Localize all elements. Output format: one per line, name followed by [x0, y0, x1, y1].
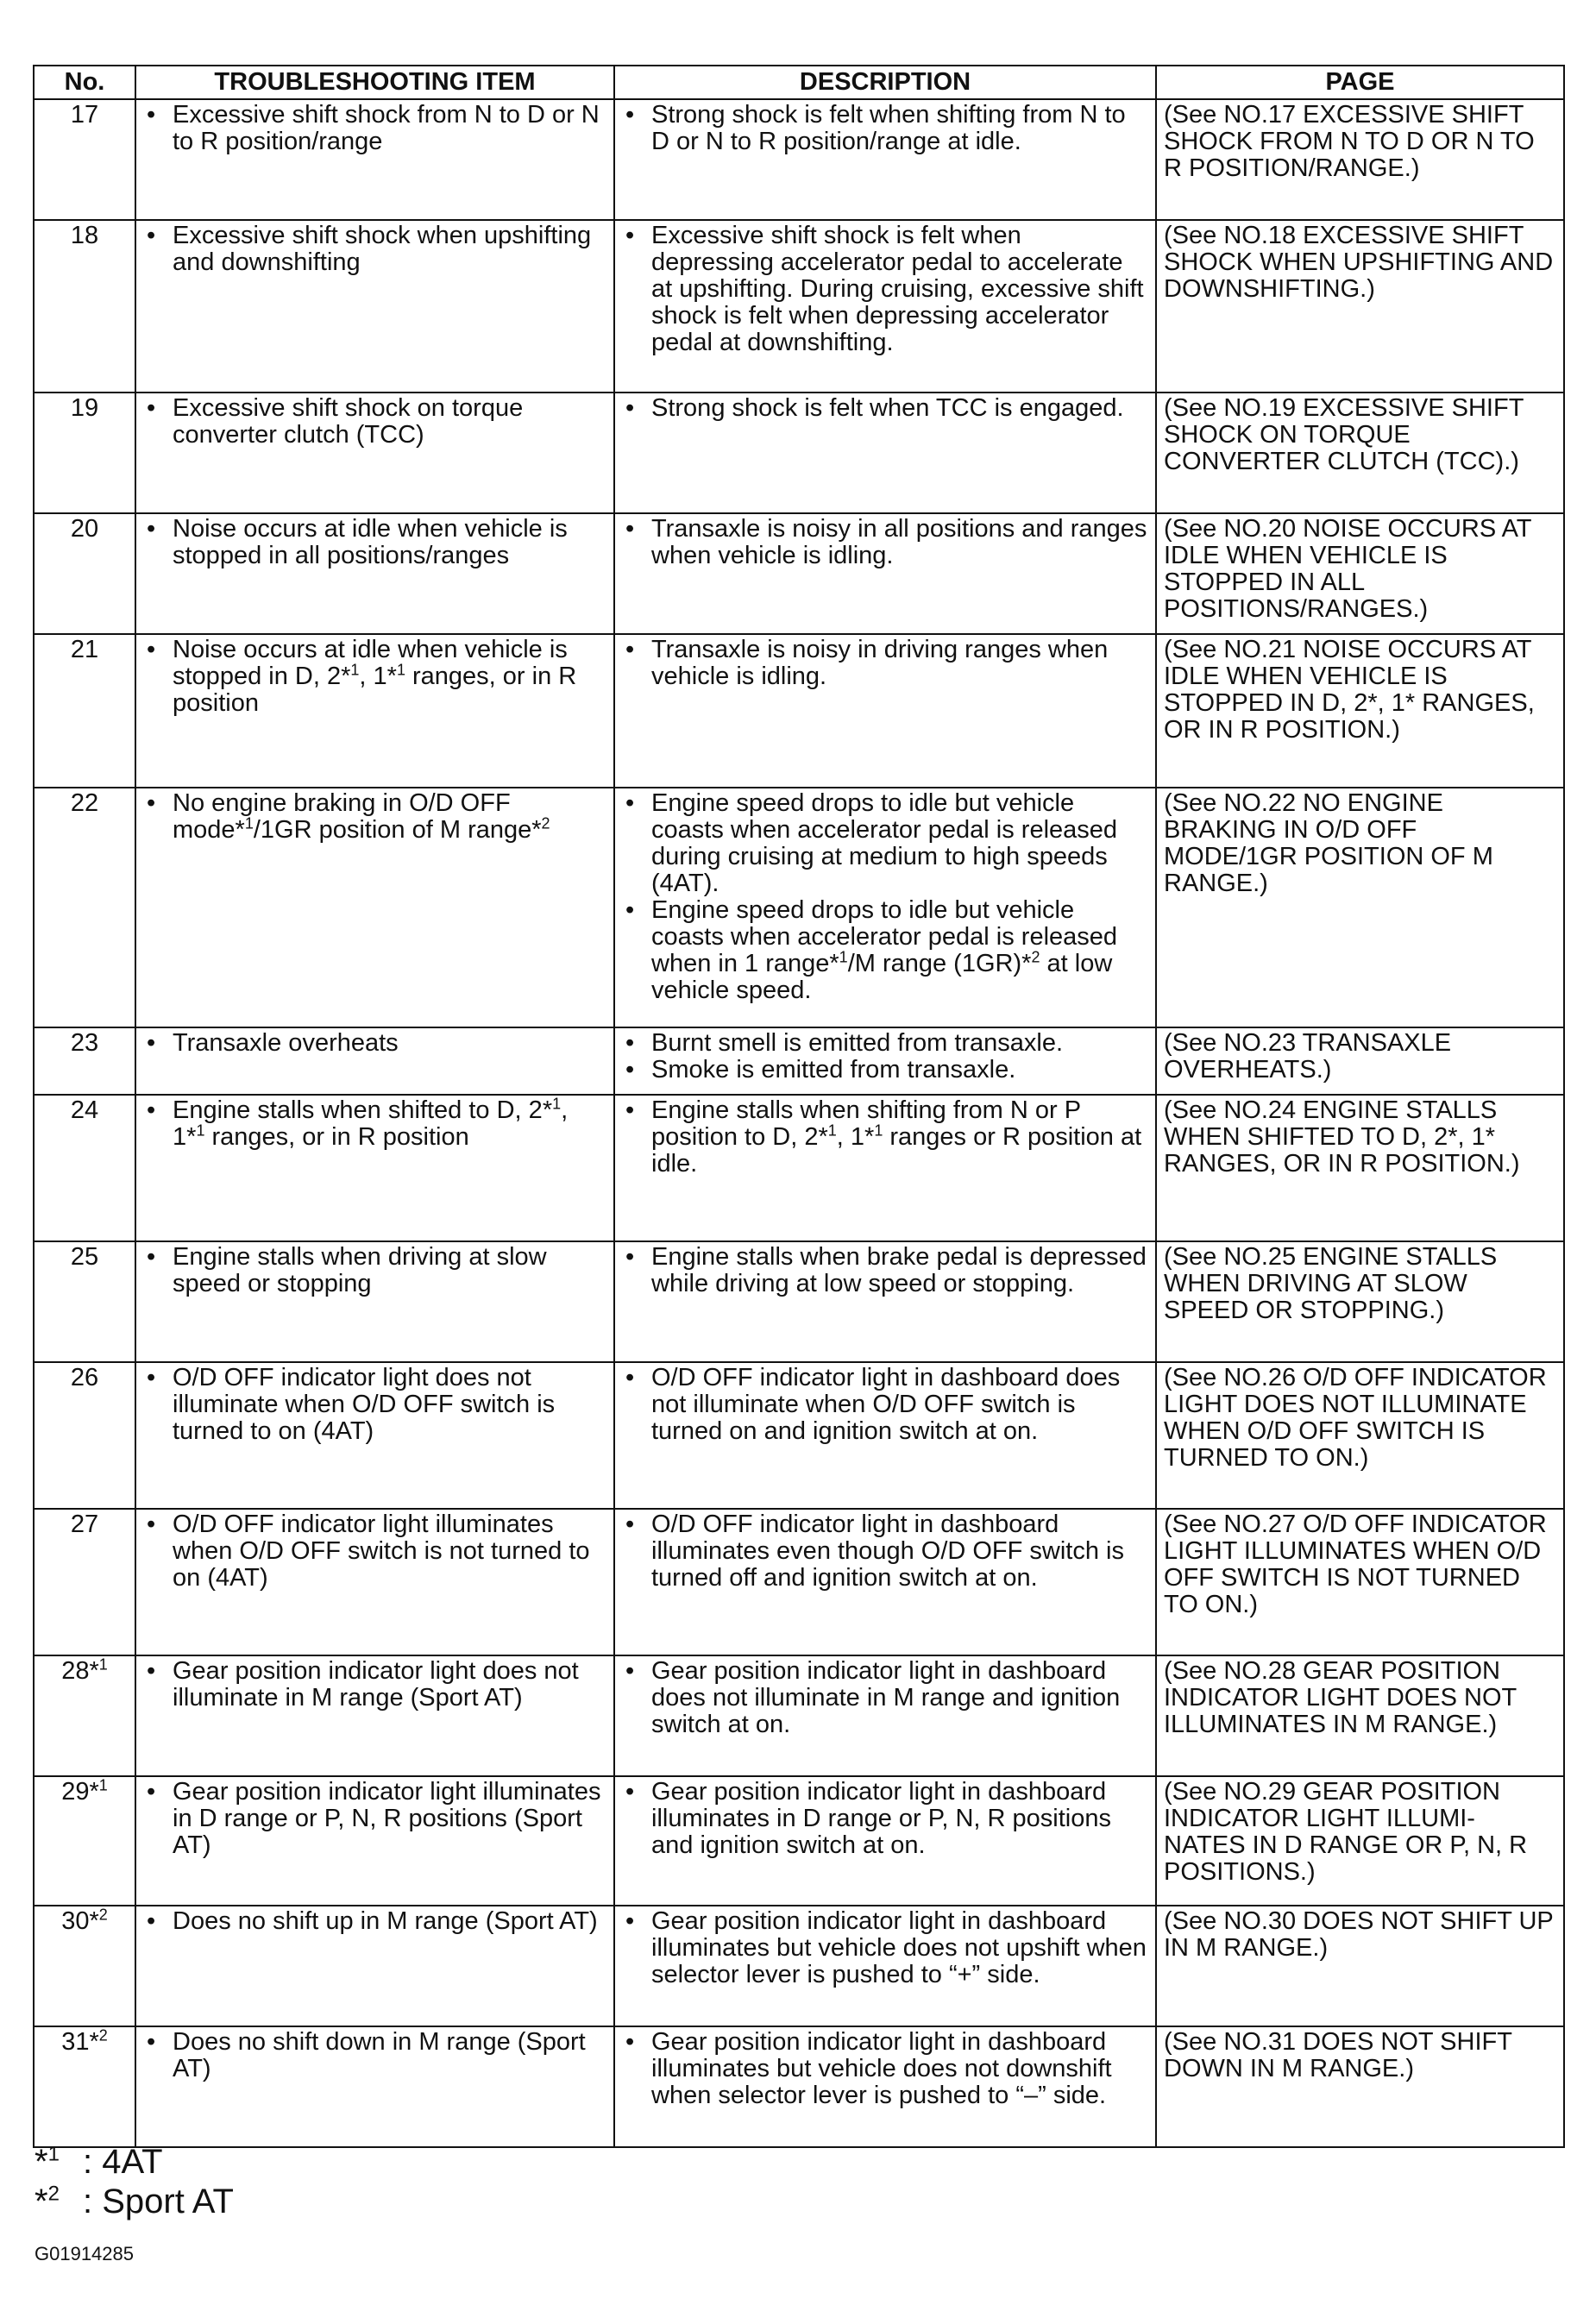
cell-page-reference: (See NO.19 EXCESSIVE SHIFT SHOCK ON TORQUE CONVERTER CLUTCH (TCC).) — [1156, 393, 1564, 513]
item-text: • O/D OFF indicator light does not illuminate when O/D OFF switch is turned to on (4AT) — [173, 1365, 606, 1445]
item-text: • No engine braking in O/D OFF mode*$^1$/1GR position of M range*$^2$ — [173, 790, 606, 844]
item-text: • Noise occurs at idle when vehicle is stopped in all positions/ranges — [173, 516, 606, 569]
table-row — [34, 220, 1564, 393]
table-row — [34, 634, 1564, 788]
footnote-mark: *$^1$ — [35, 2142, 60, 2181]
cell-description — [614, 634, 1156, 788]
description-text: • Excessive shift shock is felt when depressing accelerator pedal to accelerate at upshifting. During cruising, excessive shift shock is felt when depressing accelerator pedal at downshifting. — [651, 223, 1148, 356]
description-text: • Gear position indicator light in dashboard illuminates in D range or P, N, R positions and ignition switch at on. — [651, 1779, 1148, 1859]
cell-description — [614, 1906, 1156, 2026]
table-row — [34, 513, 1564, 634]
table-row — [34, 2026, 1564, 2147]
cell-troubleshooting-item — [135, 1095, 614, 1241]
cell-description — [614, 1776, 1156, 1906]
cell-no: 18 — [34, 220, 135, 393]
cell-description — [614, 220, 1156, 393]
cell-description — [614, 788, 1156, 1027]
header-description: DESCRIPTION — [614, 66, 1156, 99]
footnote-text: : 4AT — [83, 2143, 163, 2181]
cell-no: 29*$^1$ — [34, 1776, 135, 1906]
cell-description — [614, 2026, 1156, 2147]
table-row — [34, 1776, 1564, 1906]
description-text: • Engine speed drops to idle but vehicle coasts when accelerator pedal is released when in 1 range*$^1$/M range (1GR)*$^2$ at low vehicle speed. — [651, 897, 1148, 1004]
footnote-2 — [35, 2183, 234, 2220]
item-text: • Noise occurs at idle when vehicle is stopped in D, 2*$^1$, 1*$^1$ ranges, or in R position — [173, 637, 606, 717]
header-row — [34, 66, 1564, 99]
cell-page-reference: (See NO.30 DOES NOT SHIFT UP IN M RANGE.) — [1156, 1906, 1564, 2026]
cell-troubleshooting-item — [135, 1906, 614, 2026]
footnote-1 — [35, 2143, 163, 2181]
description-text: • Strong shock is felt when shifting from N to D or N to R position/range at idle. — [651, 102, 1148, 155]
description-text: • Transaxle is noisy in driving ranges when vehicle is idling. — [651, 637, 1148, 690]
table-row — [34, 1241, 1564, 1362]
item-text: • Engine stalls when shifted to D, 2*$^1$, 1*$^1$ ranges, or in R position — [173, 1097, 606, 1151]
cell-no: 22 — [34, 788, 135, 1027]
description-text: • Smoke is emitted from transaxle. — [651, 1057, 1148, 1083]
header-no: No. — [34, 66, 135, 99]
cell-page-reference: (See NO.22 NO ENGINE BRAKING IN O/D OFF MODE/1GR POSITION OF M RANGE.) — [1156, 788, 1564, 1027]
description-text: • Burnt smell is emitted from transaxle. — [651, 1030, 1148, 1057]
table-row — [34, 788, 1564, 1027]
table-row — [34, 99, 1564, 220]
cell-page-reference: (See NO.17 EXCESSIVE SHIFT SHOCK FROM N TO D OR N TO R POSITION/RANGE.) — [1156, 99, 1564, 220]
cell-no: 23 — [34, 1027, 135, 1095]
cell-no: 27 — [34, 1509, 135, 1655]
cell-page-reference: (See NO.20 NOISE OCCURS AT IDLE WHEN VEHICLE IS STOPPED IN ALL POSITIONS/RANGES.) — [1156, 513, 1564, 634]
cell-troubleshooting-item — [135, 634, 614, 788]
item-text: • O/D OFF indicator light illuminates when O/D OFF switch is not turned to on (4AT) — [173, 1511, 606, 1592]
table-row — [34, 1095, 1564, 1241]
cell-no: 26 — [34, 1362, 135, 1509]
cell-page-reference: (See NO.25 ENGINE STALLS WHEN DRIVING AT SLOW SPEED OR STOPPING.) — [1156, 1241, 1564, 1362]
description-text: • Engine stalls when shifting from N or P position to D, 2*$^1$, 1*$^1$ ranges or R position at idle. — [651, 1097, 1148, 1178]
description-text: • Transaxle is noisy in all positions and ranges when vehicle is idling. — [651, 516, 1148, 569]
cell-troubleshooting-item — [135, 1655, 614, 1776]
cell-page-reference: (See NO.29 GEAR POSITION INDICATOR LIGHT ILLUMI- NATES IN D RANGE OR P, N, R POSITIONS.) — [1156, 1776, 1564, 1906]
description-text: • Gear position indicator light in dashboard illuminates but vehicle does not downshift when selector lever is pushed to “–” side. — [651, 2029, 1148, 2109]
cell-description — [614, 1509, 1156, 1655]
item-text: • Excessive shift shock from N to D or N to R position/range — [173, 102, 606, 155]
cell-description — [614, 1362, 1156, 1509]
cell-no: 17 — [34, 99, 135, 220]
cell-page-reference: (See NO.31 DOES NOT SHIFT DOWN IN M RANGE.) — [1156, 2026, 1564, 2147]
cell-description — [614, 513, 1156, 634]
table-row — [34, 1027, 1564, 1095]
table-row — [34, 393, 1564, 513]
cell-no: 31*$^2$ — [34, 2026, 135, 2147]
cell-no: 20 — [34, 513, 135, 634]
cell-no: 24 — [34, 1095, 135, 1241]
item-text: • Excessive shift shock on torque converter clutch (TCC) — [173, 395, 606, 449]
cell-description — [614, 1095, 1156, 1241]
cell-page-reference: (See NO.27 O/D OFF INDICATOR LIGHT ILLUMINATES WHEN O/D OFF SWITCH IS NOT TURNED TO ON.) — [1156, 1509, 1564, 1655]
cell-troubleshooting-item — [135, 1362, 614, 1509]
footnote-text: : Sport AT — [83, 2183, 234, 2220]
cell-troubleshooting-item — [135, 220, 614, 393]
item-text: • Engine stalls when driving at slow speed or stopping — [173, 1244, 606, 1297]
header-troubleshooting-item: TROUBLESHOOTING ITEM — [135, 66, 614, 99]
description-text: • Strong shock is felt when TCC is engaged. — [651, 395, 1148, 422]
cell-no: 25 — [34, 1241, 135, 1362]
cell-no: 21 — [34, 634, 135, 788]
cell-troubleshooting-item — [135, 1027, 614, 1095]
description-text: • O/D OFF indicator light in dashboard does not illuminate when O/D OFF switch is turned on and ignition switch at on. — [651, 1365, 1148, 1445]
cell-no: 28*$^1$ — [34, 1655, 135, 1776]
cell-troubleshooting-item — [135, 1776, 614, 1906]
cell-description — [614, 99, 1156, 220]
table-row — [34, 1906, 1564, 2026]
cell-troubleshooting-item — [135, 99, 614, 220]
item-text: • Does no shift up in M range (Sport AT) — [173, 1908, 606, 1935]
item-text: • Excessive shift shock when upshifting and downshifting — [173, 223, 606, 276]
cell-troubleshooting-item — [135, 513, 614, 634]
item-text: • Transaxle overheats — [173, 1030, 606, 1057]
table-row — [34, 1362, 1564, 1509]
cell-description — [614, 393, 1156, 513]
item-text: • Gear position indicator light does not illuminate in M range (Sport AT) — [173, 1658, 606, 1712]
table-body — [34, 99, 1564, 2147]
item-text: • Gear position indicator light illuminates in D range or P, N, R positions (Sport AT) — [173, 1779, 606, 1859]
cell-troubleshooting-item — [135, 788, 614, 1027]
description-text: • Engine speed drops to idle but vehicle coasts when accelerator pedal is released during cruising at medium to high speeds (4AT). — [651, 790, 1148, 897]
header-page: PAGE — [1156, 66, 1564, 99]
cell-description — [614, 1241, 1156, 1362]
cell-page-reference: (See NO.21 NOISE OCCURS AT IDLE WHEN VEHICLE IS STOPPED IN D, 2*, 1* RANGES, OR IN R POSITION.) — [1156, 634, 1564, 788]
cell-description — [614, 1027, 1156, 1095]
cell-page-reference: (See NO.26 O/D OFF INDICATOR LIGHT DOES NOT ILLUMINATE WHEN O/D OFF SWITCH IS TURNED TO ON.) — [1156, 1362, 1564, 1509]
cell-no: 19 — [34, 393, 135, 513]
figure-code: G01914285 — [35, 2243, 134, 2264]
item-text: • Does no shift down in M range (Sport AT) — [173, 2029, 606, 2082]
cell-troubleshooting-item — [135, 1241, 614, 1362]
troubleshooting-table — [33, 65, 1565, 2148]
cell-troubleshooting-item — [135, 1509, 614, 1655]
cell-troubleshooting-item — [135, 393, 614, 513]
cell-troubleshooting-item — [135, 2026, 614, 2147]
cell-page-reference: (See NO.28 GEAR POSITION INDICATOR LIGHT DOES NOT ILLUMINATES IN M RANGE.) — [1156, 1655, 1564, 1776]
cell-page-reference: (See NO.23 TRANSAXLE OVERHEATS.) — [1156, 1027, 1564, 1095]
description-text: • O/D OFF indicator light in dashboard illuminates even though O/D OFF switch is turned off and ignition switch at on. — [651, 1511, 1148, 1592]
table-row — [34, 1509, 1564, 1655]
cell-page-reference: (See NO.24 ENGINE STALLS WHEN SHIFTED TO D, 2*, 1* RANGES, OR IN R POSITION.) — [1156, 1095, 1564, 1241]
description-text: • Gear position indicator light in dashboard does not illuminate in M range and ignition switch at on. — [651, 1658, 1148, 1738]
cell-no: 30*$^2$ — [34, 1906, 135, 2026]
cell-description — [614, 1655, 1156, 1776]
table-row — [34, 1655, 1564, 1776]
description-text: • Gear position indicator light in dashboard illuminates but vehicle does not upshift when selector lever is pushed to “+” side. — [651, 1908, 1148, 1988]
footnote-mark: *$^2$ — [35, 2182, 60, 2220]
description-text: • Engine stalls when brake pedal is depressed while driving at low speed or stopping. — [651, 1244, 1148, 1297]
cell-page-reference: (See NO.18 EXCESSIVE SHIFT SHOCK WHEN UPSHIFTING AND DOWNSHIFTING.) — [1156, 220, 1564, 393]
